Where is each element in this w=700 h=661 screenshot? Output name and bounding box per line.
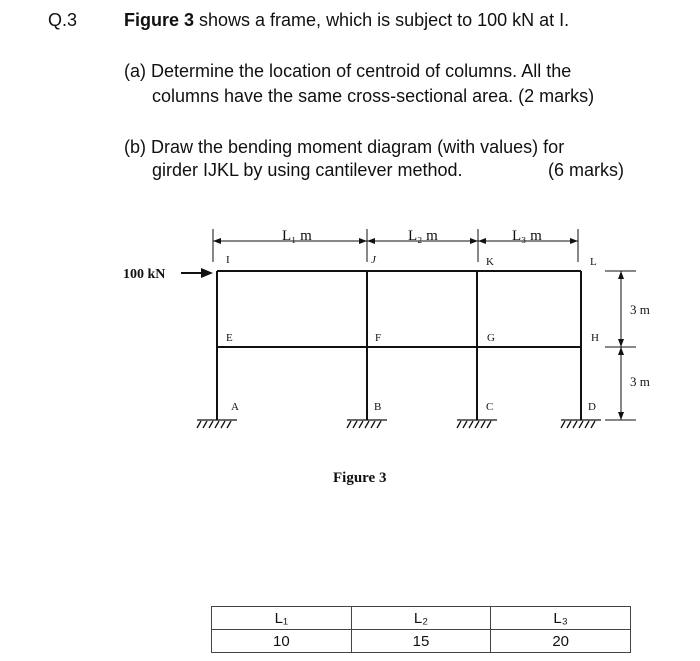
dim-arrow-2-right [470,238,478,244]
table-header-l3: L₃ [491,607,631,630]
figure-caption: Figure 3 [333,470,387,486]
node-label-l: L [590,256,597,268]
span-label-2: L₂ m [408,228,438,244]
node-label-g: G [487,332,495,344]
part-b-line1: (b) Draw the bending moment diagram (with values) for [124,137,565,157]
part-b-line2: girder IJKL by using cantilever method. [152,160,463,180]
node-label-h: H [591,332,599,344]
table-header-row [212,607,631,630]
support-c [457,420,497,428]
height-arrow-1-bottom [618,339,624,347]
table-header-l1: L₁ [212,607,352,630]
table-value-l2: 15 [351,630,491,653]
dim-arrow-1-right [359,238,367,244]
load-arrow-head [201,268,213,278]
node-label-j: J [371,254,376,266]
part-a-line2: columns have the same cross-sectional area. (2 marks) [152,86,595,106]
table-value-l3: 20 [491,630,631,653]
node-label-e: E [226,332,233,344]
node-label-i: I [226,254,230,266]
question-title-rest: shows a frame, which is subject to 100 kN at I. [194,10,570,30]
dim-arrow-3-left [478,238,486,244]
node-label-a: A [231,401,239,413]
span-label-3: L₃ m [512,228,542,244]
height-label-upper: 3 m [630,302,650,317]
support-d [561,420,601,428]
dim-arrow-3-right [570,238,578,244]
figure-ref: Figure 3 [124,10,195,30]
node-label-b: B [374,401,382,413]
support-b [347,420,387,428]
table-header-l2: L₂ [351,607,491,630]
height-arrow-1-top [618,271,624,279]
dim-arrow-1-left [213,238,221,244]
table-value-l1: 10 [212,630,352,653]
span-label-1: L₁ m [282,228,312,244]
node-label-k: K [486,256,494,268]
span-length-table [211,606,631,653]
table-value-row [212,630,631,653]
height-label-lower: 3 m [630,374,650,389]
height-arrow-2-bottom [618,412,624,420]
node-label-f: F [375,332,382,344]
dim-arrow-2-left [367,238,375,244]
question-number: Q.3 [48,10,78,30]
load-label: 100 kN [123,267,166,282]
node-label-c: C [486,401,494,413]
support-a [197,420,237,428]
height-arrow-2-top [618,347,624,355]
part-a-line1: (a) Determine the location of centroid of columns. All the [124,61,572,81]
part-b-marks: (6 marks) [548,160,624,180]
node-label-d: D [588,401,596,413]
